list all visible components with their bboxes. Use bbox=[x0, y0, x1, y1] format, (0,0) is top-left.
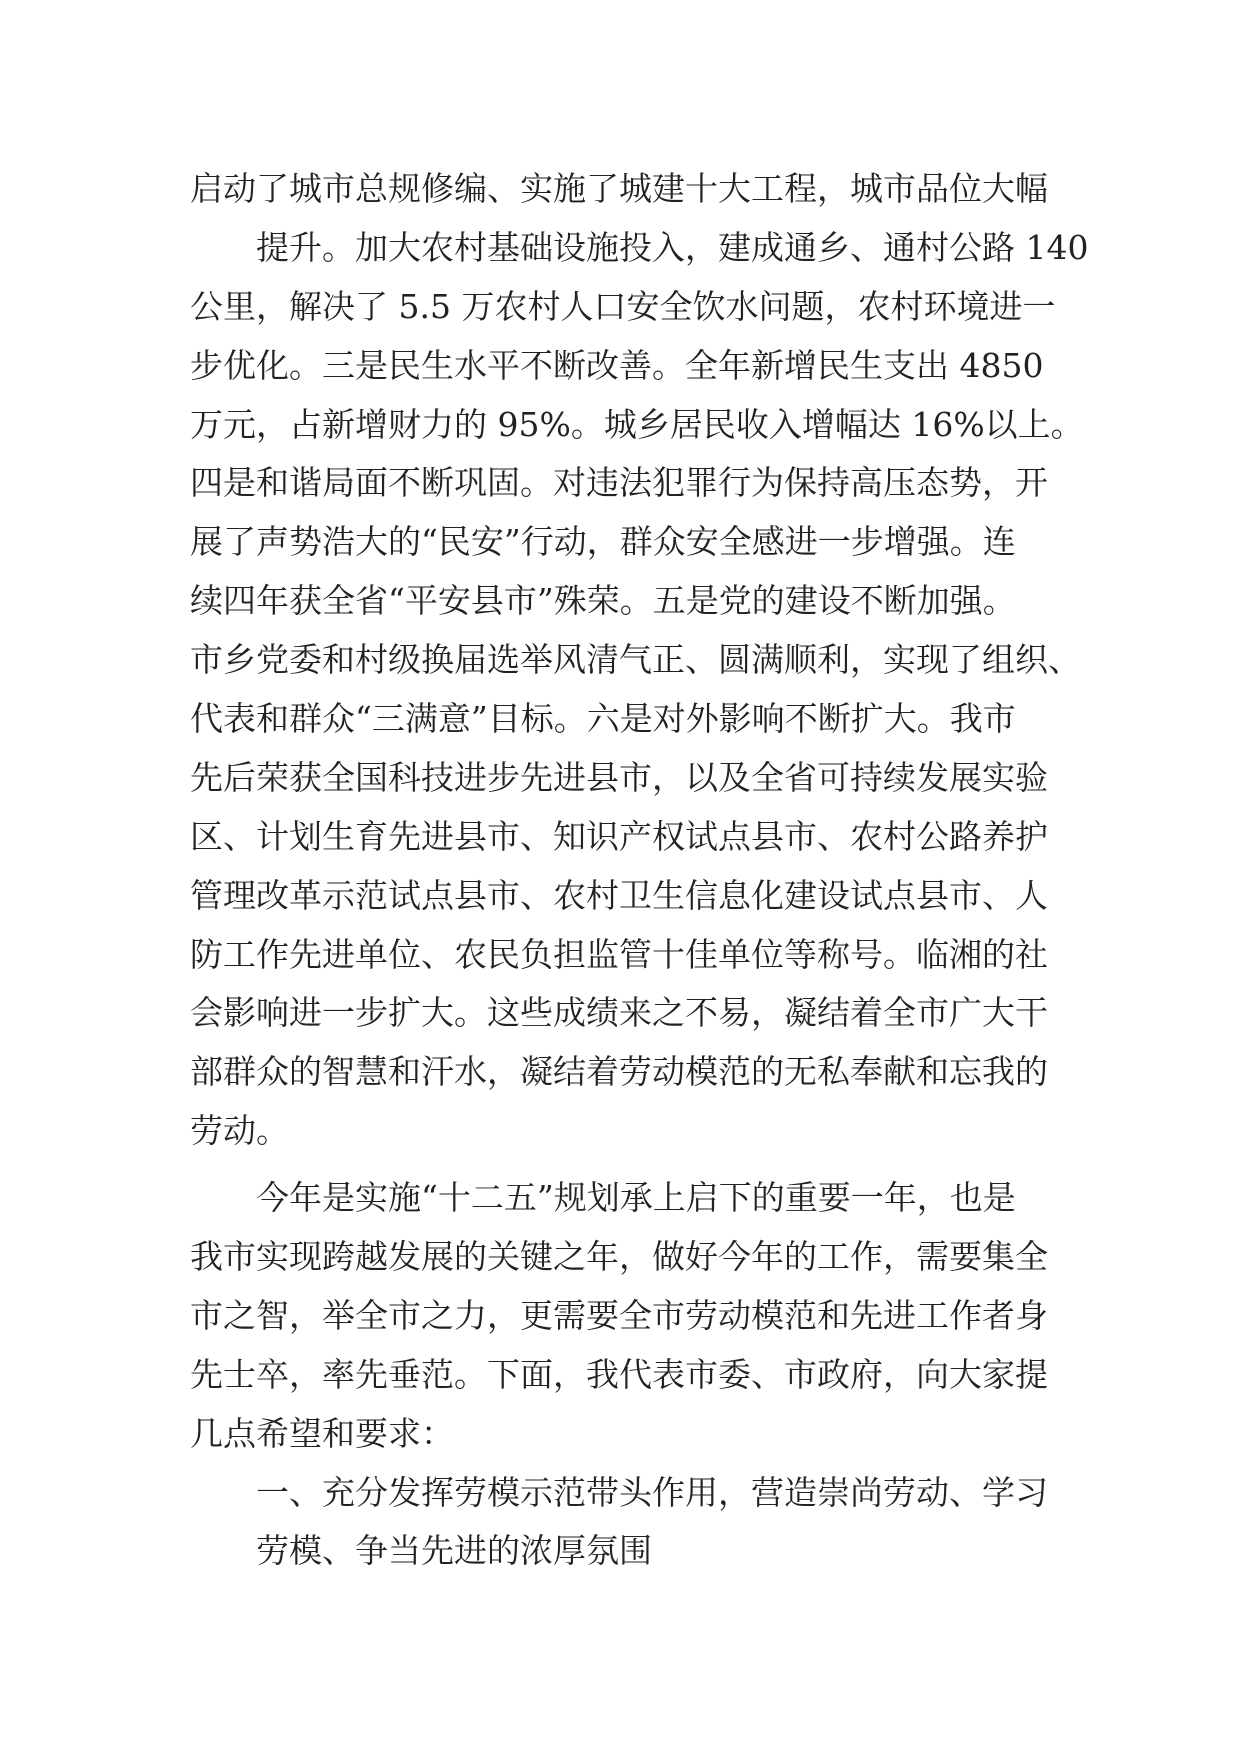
text-line-19: 我市实现跨越发展的关键之年，做好今年的工作，需要集全 bbox=[190, 1237, 1048, 1277]
text-line-12: 区、计划生育先进县市、知识产权试点县市、农村公路养护 bbox=[190, 816, 1048, 856]
text-line-9: 市乡党委和村级换届选举风清气正、圆满顺利，实现了组织、 bbox=[190, 640, 1081, 680]
section-heading-line-2: 劳模、争当先进的浓厚氛围 bbox=[256, 1531, 652, 1571]
text-line-4: 步优化。三是民生水平不断改善。全年新增民生支出 4850 bbox=[190, 345, 1044, 385]
text-line-1: 启动了城市总规修编、实施了城建十大工程，城市品位大幅 bbox=[190, 169, 1048, 208]
text-line-15: 会影响进一步扩大。这些成绩来之不易，凝结着全市广大干 bbox=[190, 993, 1048, 1033]
text-line-21: 先士卒，率先垂范。下面，我代表市委、市政府，向大家提 bbox=[190, 1354, 1048, 1394]
text-line-7: 展了声势浩大的“民安”行动，群众安全感进一步增强。连 bbox=[190, 522, 1016, 562]
text-line-6: 四是和谐局面不断巩固。对违法犯罪行为保持高压态势，开 bbox=[190, 463, 1048, 503]
text-line-13: 管理改革示范试点县市、农村卫生信息化建设试点县市、人 bbox=[190, 875, 1048, 915]
text-line-16: 部群众的智慧和汗水，凝结着劳动模范的无私奉献和忘我的 bbox=[190, 1052, 1048, 1092]
text-line-18: 今年是实施“十二五”规划承上启下的重要一年，也是 bbox=[256, 1178, 1016, 1218]
text-line-14: 防工作先进单位、农民负担监管十佳单位等称号。临湘的社 bbox=[190, 934, 1048, 974]
section-heading-line-1: 一、充分发挥劳模示范带头作用，营造崇尚劳动、学习 bbox=[256, 1472, 1048, 1512]
paragraph-gap bbox=[190, 1161, 1070, 1169]
text-line-2: 提升。加大农村基础设施投入，建成通乡、通村公路 140 bbox=[256, 227, 1089, 267]
text-line-11: 先后荣获全国科技进步先进县市，以及全省可持续发展实验 bbox=[190, 757, 1048, 797]
document-body bbox=[190, 160, 1089, 1581]
text-line-10: 代表和群众“三满意”目标。六是对外影响不断扩大。我市 bbox=[190, 699, 1016, 739]
text-line-5: 万元，占新增财力的 95%。城乡居民收入增幅达 16%以上。 bbox=[190, 404, 1084, 444]
text-line-3: 公里，解决了 5.5 万农村人口安全饮水问题，农村环境进一 bbox=[190, 286, 1056, 326]
text-line-17: 劳动。 bbox=[190, 1111, 289, 1151]
text-line-22: 几点希望和要求： bbox=[190, 1413, 454, 1453]
text-line-8: 续四年获全省“平安县市”殊荣。五是党的建设不断加强。 bbox=[190, 581, 1016, 621]
text-line-20: 市之智，举全市之力，更需要全市劳动模范和先进工作者身 bbox=[190, 1295, 1048, 1335]
